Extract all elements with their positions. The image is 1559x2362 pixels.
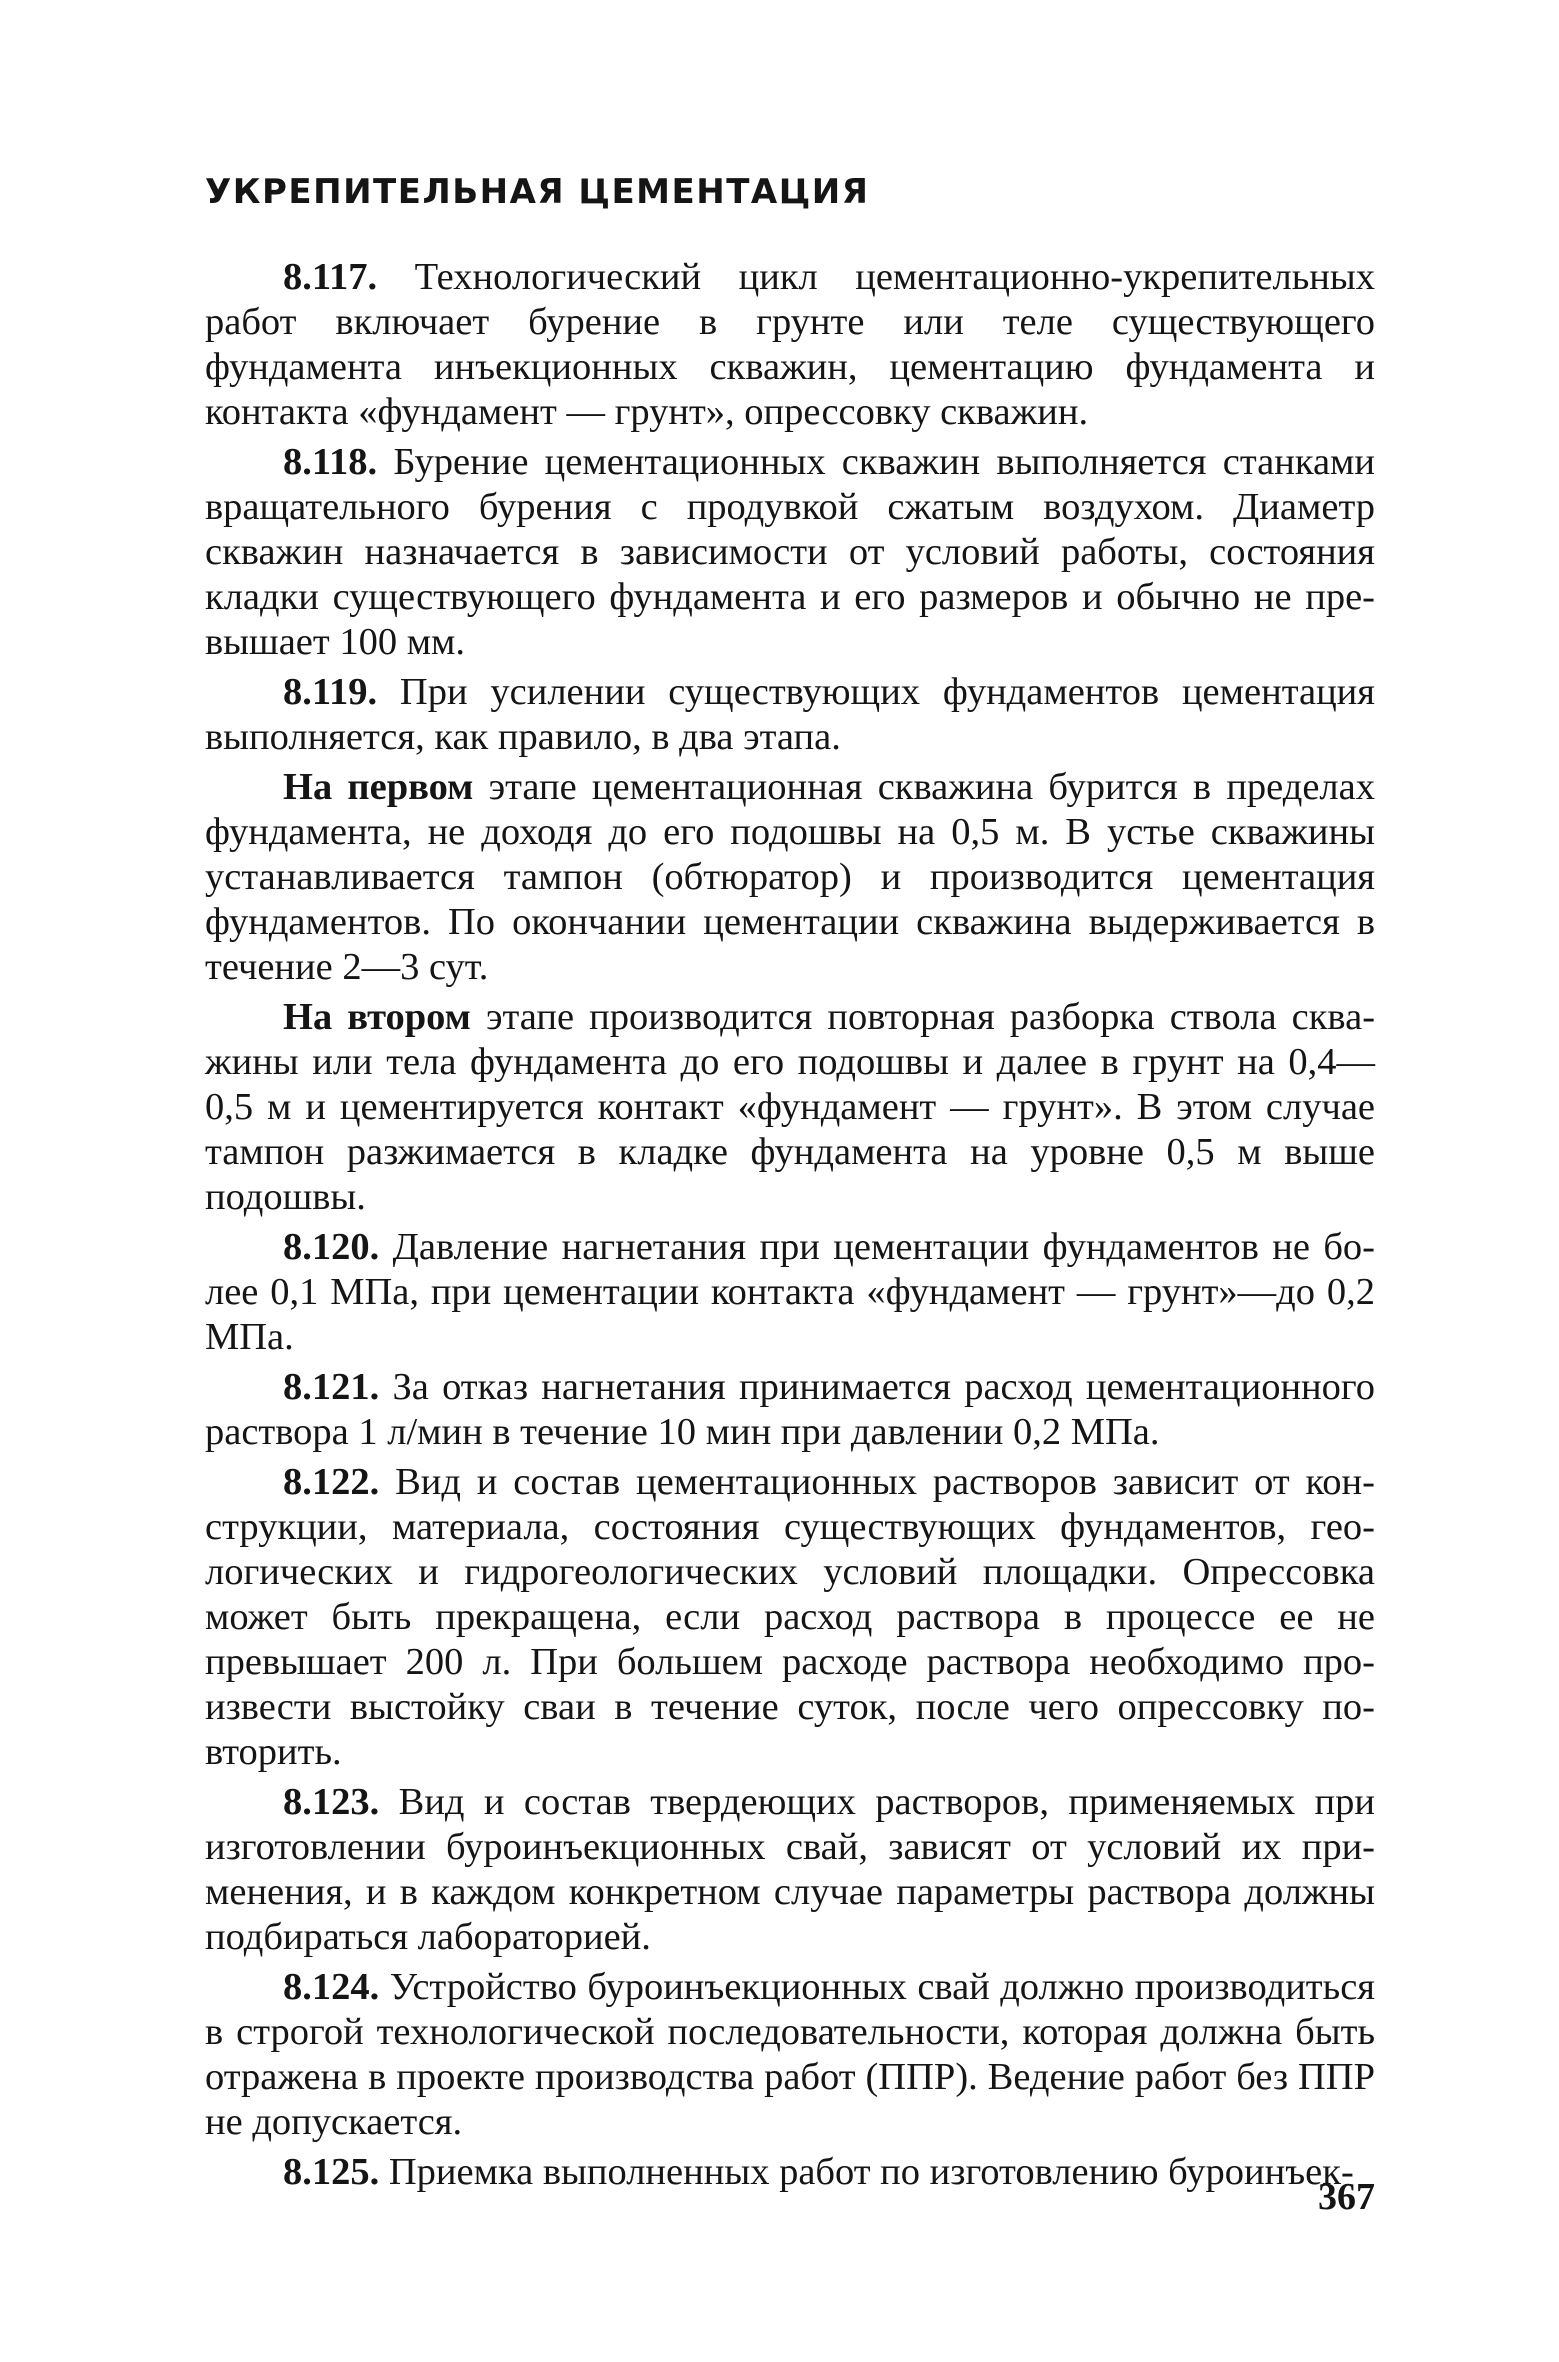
paragraph-text: Вид и состав твердеющих растворов, применяемых при изготовлении буроинъекционных свай, зависят от условий их применения, и в каждом конкретном случае параметры раствора должны подбираться лабораторией.	[205, 1781, 1375, 1958]
paragraph-8-125	[205, 2150, 1375, 2195]
paragraph-8-117	[205, 255, 1375, 435]
paragraph-8-118	[205, 440, 1375, 665]
paragraph-first-stage	[205, 765, 1375, 990]
paragraph-second-stage	[205, 995, 1375, 1220]
paragraph-text: За отказ нагнетания принимается расход цементационного раствора 1 л/мин в течение 10 мин при давлении 0,2 МПа.	[205, 1366, 1375, 1453]
clause-number: 8.122.	[283, 1461, 380, 1503]
paragraph-text: Бурение цементационных скважин выполняется станками вращательного бурения с продувкой сжатым воздухом. Диаметр скважин назначается в зависимости от условий работы, состояния кладки существующего фундамента и его размеров и обычно не превышает 100 мм.	[205, 441, 1375, 663]
paragraph-8-124	[205, 1965, 1375, 2145]
paragraph-8-120	[205, 1225, 1375, 1360]
section-title: УКРЕПИТЕЛЬНАЯ ЦЕМЕНТАЦИЯ	[205, 172, 870, 212]
paragraph-8-121	[205, 1365, 1375, 1455]
paragraph-text: Вид и состав цементационных растворов зависит от конструкции, материала, состояния существующих фундаментов, геологических и гидрогеологических условий площадки. Опрессовка может быть прекращена, если расход раствора в процессе ее не превышает 200 л. При большем расходе раствора необходимо произвести выстойку сваи в течение суток, после чего опрессовку повторить.	[205, 1461, 1375, 1773]
paragraph-8-119	[205, 670, 1375, 760]
page-number: 367	[1318, 2176, 1375, 2218]
paragraph-text: Давление нагнетания при цементации фундаментов не более 0,1 МПа, при цементации контакта «фундамент — грунт»—до 0,2 МПа.	[205, 1226, 1375, 1358]
clause-number: 8.118.	[283, 441, 378, 483]
clause-number: 8.121.	[283, 1366, 380, 1408]
paragraph-lead: На втором	[283, 996, 471, 1038]
paragraph-text: этапе цементационная скважина бурится в пределах фундамента, не доходя до его подошвы на 0,5 м. В устье скважины устанавливается тампон (обтюратор) и производится цементация фундаментов. По окончании цементации скважина выдерживается в течение 2—3 сут.	[205, 766, 1375, 988]
paragraph-text: этапе производится повторная разборка ствола скважины или тела фундамента до его подошвы и далее в грунт на 0,4—0,5 м и цементируется контакт «фундамент — грунт». В этом случае тампон разжимается в кладке фундамента на уровне 0,5 м выше подошвы.	[205, 996, 1376, 1218]
clause-number: 8.120.	[283, 1226, 380, 1268]
clause-number: 8.117.	[283, 256, 378, 298]
document-page	[205, 170, 1375, 2200]
paragraph-lead: На первом	[283, 766, 474, 808]
paragraph-text: Приемка выполненных работ по изготовлению буроинъек-	[379, 2151, 1354, 2193]
clause-number: 8.123.	[283, 1781, 380, 1823]
paragraph-text: Технологический цикл цементационно-укрепительных работ включает бурение в грунте или теле существующего фундамента инъекционных скважин, цементацию фундамента и контакта «фундамент — грунт», опрессовку скважин.	[205, 256, 1375, 433]
clause-number: 8.125.	[283, 2151, 380, 2193]
clause-number: 8.119.	[283, 671, 378, 713]
paragraph-8-122	[205, 1460, 1375, 1775]
clause-number: 8.124.	[283, 1966, 380, 2008]
paragraph-8-123	[205, 1780, 1375, 1960]
paragraph-text: При усилении существующих фундаментов цементация выполняется, как правило, в два этапа.	[205, 671, 1375, 758]
paragraph-text: Устройство буроинъекционных свай должно производиться в строгой технологической последовательности, которая должна быть отражена в проекте производства работ (ППР). Ведение работ без ППР не допускается.	[205, 1966, 1375, 2143]
